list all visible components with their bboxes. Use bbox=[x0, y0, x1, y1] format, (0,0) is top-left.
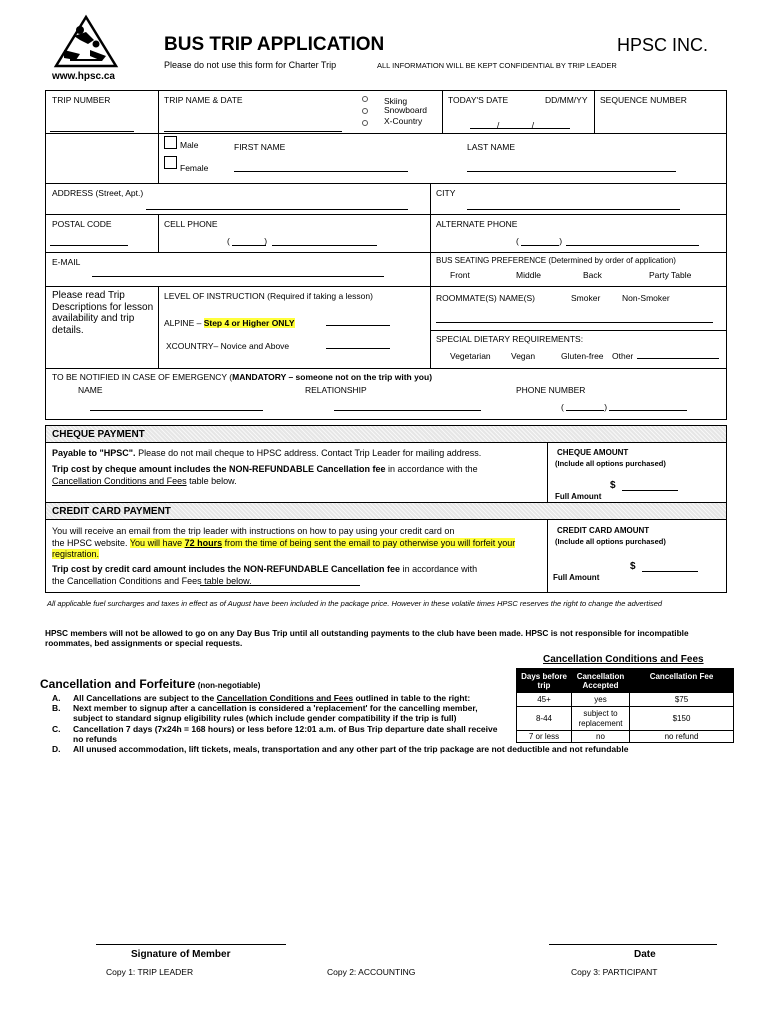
sequence-number-label: SEQUENCE NUMBER bbox=[600, 95, 687, 105]
credit-line1: You will receive an email from the trip leader with instructions on how to pay using your credit card on bbox=[52, 526, 455, 536]
col-days-before: Days before trip bbox=[517, 669, 572, 693]
clause-b-line2: subject to standard signup eligibility rules (which include gender compatibility if the trip is full) bbox=[73, 713, 457, 723]
cancellation-table-title: Cancellation Conditions and Fees bbox=[543, 654, 704, 665]
cheque-cost-end: table below. bbox=[186, 476, 237, 486]
cell-phone-field[interactable] bbox=[272, 245, 377, 246]
cheque-payable-rest: Please do not mail cheque to HPSC address. Contact Trip Leader for mailing address. bbox=[135, 448, 482, 458]
table-cell: no bbox=[572, 731, 630, 743]
alpine-step-note: Step 4 or Higher ONLY bbox=[203, 318, 295, 328]
table-cell: yes bbox=[572, 693, 630, 707]
date-format-label: DD/MM/YY bbox=[545, 95, 588, 105]
clause-b-line1: Next member to signup after a cancellation is considered a 'replacement' for the cancelling member, bbox=[73, 703, 478, 713]
postal-code-field[interactable] bbox=[50, 245, 128, 246]
snowboard-label: Snowboard bbox=[384, 105, 428, 115]
table-row bbox=[517, 693, 734, 707]
xcountry-label: X-Country bbox=[384, 116, 423, 126]
todays-date-label: TODAY'S DATE bbox=[448, 95, 509, 105]
cell-phone-label: CELL PHONE bbox=[164, 219, 218, 229]
dietary-label: SPECIAL DIETARY REQUIREMENTS: bbox=[436, 334, 584, 344]
col-cancellation-fee: Cancellation Fee bbox=[630, 669, 734, 693]
smoker-option[interactable]: Smoker bbox=[571, 293, 601, 303]
members-note-line2: roommates, bed assignments or special requests. bbox=[45, 638, 243, 648]
diet-other-field[interactable] bbox=[637, 358, 719, 359]
emergency-name-label: NAME bbox=[78, 385, 103, 395]
table-row bbox=[517, 731, 734, 743]
trip-number-label: TRIP NUMBER bbox=[52, 95, 111, 105]
copy-participant: Copy 3: PARTICIPANT bbox=[571, 967, 658, 977]
cheque-conditions-link[interactable]: Cancellation Conditions and Fees bbox=[52, 476, 187, 486]
emergency-suffix: – someone not on the trip with you) bbox=[286, 372, 433, 382]
skiing-label: Skiing bbox=[384, 96, 408, 106]
alt-phone-paren: ( ) bbox=[516, 236, 563, 246]
seat-front[interactable]: Front bbox=[450, 270, 470, 280]
form-frame bbox=[45, 90, 727, 420]
city-label: CITY bbox=[436, 188, 456, 198]
seat-back[interactable]: Back bbox=[583, 270, 602, 280]
diet-gluten-free[interactable]: Gluten-free bbox=[561, 351, 604, 361]
credit-72-hours: 72 hours bbox=[184, 538, 223, 548]
table-cell: $150 bbox=[630, 707, 734, 731]
credit-amount-field[interactable] bbox=[642, 571, 698, 572]
credit-heading: CREDIT CARD PAYMENT bbox=[52, 506, 171, 517]
logo-url: www.hpsc.ca bbox=[52, 71, 115, 82]
clause-a-link[interactable]: Cancellation Conditions and Fees bbox=[216, 693, 354, 703]
clause-c-label: C. bbox=[52, 724, 61, 734]
date-line[interactable] bbox=[549, 944, 717, 945]
last-name-label: LAST NAME bbox=[467, 142, 516, 152]
clause-d-line1: All unused accommodation, lift tickets, meals, transportation and any other part of the trip package are not deductible and not refundable bbox=[73, 744, 629, 754]
roommate-label: ROOMMATE(S) NAME(S) bbox=[436, 293, 536, 303]
alt-phone-field[interactable] bbox=[566, 245, 699, 246]
logo-emblem-icon bbox=[50, 14, 122, 72]
emergency-prefix: TO BE NOTIFIED IN CASE OF EMERGENCY ( bbox=[52, 372, 233, 382]
cheque-full-amount: Full Amount bbox=[555, 492, 602, 501]
credit-line2 bbox=[52, 538, 515, 548]
signature-line[interactable] bbox=[96, 944, 286, 945]
alpine-label bbox=[164, 318, 295, 328]
cheque-amount-field[interactable] bbox=[622, 490, 678, 491]
credit-line3: registration. bbox=[52, 549, 100, 559]
snowboard-radio[interactable] bbox=[362, 108, 368, 114]
credit-full-amount: Full Amount bbox=[553, 573, 600, 582]
table-row bbox=[517, 707, 734, 731]
table-cell: subject to replacement bbox=[572, 707, 630, 731]
clause-a-label: A. bbox=[52, 693, 61, 703]
credit-line2-a: the HPSC website. bbox=[52, 538, 130, 548]
copy-trip-leader: Copy 1: TRIP LEADER bbox=[106, 967, 194, 977]
address-field[interactable] bbox=[146, 209, 408, 210]
clause-b-label: B. bbox=[52, 703, 61, 713]
skiing-radio[interactable] bbox=[362, 96, 368, 102]
cancellation-heading bbox=[40, 677, 260, 691]
email-field[interactable] bbox=[92, 276, 384, 277]
cheque-cost-rest: in accordance with the bbox=[385, 464, 478, 474]
trip-name-date-label: TRIP NAME & DATE bbox=[164, 95, 243, 105]
alpine-field[interactable] bbox=[326, 325, 390, 326]
female-checkbox[interactable] bbox=[164, 156, 177, 169]
table-cell: 7 or less bbox=[517, 731, 572, 743]
subtitle: Please do not use this form for Charter Trip bbox=[164, 60, 337, 70]
table-cell: no refund bbox=[630, 731, 734, 743]
male-checkbox[interactable] bbox=[164, 136, 177, 149]
cheque-dollar: $ bbox=[610, 480, 616, 491]
credit-line2-d: from the time of being sent the email to pay otherwise you will forfeit your bbox=[222, 538, 516, 548]
cheque-cost bbox=[52, 464, 478, 474]
seat-party-table[interactable]: Party Table bbox=[649, 270, 692, 280]
members-note-line1: HPSC members will not be allowed to go on any Day Bus Trip until all outstanding payments to the club have been made. HPSC is not responsible for incompatible bbox=[45, 628, 689, 638]
clause-a-pre: All Cancellations are subject to the bbox=[73, 693, 217, 703]
org-name: HPSC INC. bbox=[617, 35, 709, 55]
table-header-row bbox=[517, 669, 734, 693]
copy-accounting: Copy 2: ACCOUNTING bbox=[327, 967, 416, 977]
table-cell: 45+ bbox=[517, 693, 572, 707]
read-trip-note: Please read Trip Descriptions for lesson availability and trip details. bbox=[52, 290, 154, 336]
diet-vegan[interactable]: Vegan bbox=[511, 351, 536, 361]
cheque-amount-note: (Include all options purchased) bbox=[555, 459, 666, 468]
cheque-heading-bar bbox=[46, 426, 726, 443]
emergency-relationship-label: RELATIONSHIP bbox=[305, 385, 367, 395]
credit-cost-line2: the Cancellation Conditions and Fees table below. bbox=[52, 576, 252, 586]
first-name-label: FIRST NAME bbox=[234, 142, 286, 152]
cheque-cost-line2 bbox=[52, 476, 237, 486]
cheque-payable bbox=[52, 448, 481, 458]
clause-c-line1: Cancellation 7 days (7x24h = 168 hours) or less before 12:01 a.m. of Bus Trip departure date shall receive bbox=[73, 724, 498, 734]
emergency-phone-field[interactable] bbox=[609, 410, 687, 411]
credit-line2-b: You will have bbox=[129, 538, 185, 548]
clause-a bbox=[73, 693, 470, 703]
fuel-note: All applicable fuel surcharges and taxes in effect as of August have been included in the package price. However in these volatile times HPSC reserves the right to change the advertised bbox=[47, 599, 663, 608]
credit-amount-note: (Include all options purchased) bbox=[555, 537, 666, 546]
female-label: Female bbox=[180, 163, 209, 173]
credit-dollar: $ bbox=[630, 561, 636, 572]
trip-number-field[interactable] bbox=[50, 131, 134, 132]
xcountry-field[interactable] bbox=[326, 348, 390, 349]
emergency-phone-label: PHONE NUMBER bbox=[516, 385, 586, 395]
clause-c-line2: no refunds bbox=[73, 734, 117, 744]
emergency-relationship-field[interactable] bbox=[334, 410, 481, 411]
address-label: ADDRESS (Street, Apt.) bbox=[52, 188, 144, 198]
credit-cost bbox=[52, 564, 477, 574]
alt-phone-label: ALTERNATE PHONE bbox=[436, 219, 518, 229]
date-label: Date bbox=[634, 949, 656, 960]
cheque-amount-label: CHEQUE AMOUNT bbox=[557, 448, 629, 457]
col-cancellation-accepted: Cancellation Accepted bbox=[572, 669, 630, 693]
cell-phone-paren: ( ) bbox=[227, 236, 268, 246]
first-name-field[interactable] bbox=[234, 171, 408, 172]
emergency-mandatory: MANDATORY bbox=[232, 372, 287, 382]
credit-cost-rest: in accordance with bbox=[400, 564, 478, 574]
xcountry-level-label: XCOUNTRY– Novice and Above bbox=[166, 341, 290, 351]
postal-code-label: POSTAL CODE bbox=[52, 219, 112, 229]
last-name-field[interactable] bbox=[467, 171, 676, 172]
date-slashes: / / bbox=[497, 120, 535, 130]
roommate-field[interactable] bbox=[436, 322, 713, 323]
table-cell: $75 bbox=[630, 693, 734, 707]
emergency-name-field[interactable] bbox=[90, 410, 263, 411]
cheque-cost-bold: Trip cost by cheque amount includes the NON-REFUNDABLE Cancellation fee bbox=[52, 464, 386, 474]
level-label: LEVEL OF INSTRUCTION (Required if taking a lesson) bbox=[164, 291, 373, 301]
alt-area-field[interactable] bbox=[521, 245, 559, 246]
cell-area-field[interactable] bbox=[232, 245, 266, 246]
cheque-heading: CHEQUE PAYMENT bbox=[52, 429, 145, 440]
nonsmoker-option[interactable]: Non-Smoker bbox=[622, 293, 670, 303]
table-cell: 8-44 bbox=[517, 707, 572, 731]
cancellation-table bbox=[516, 668, 734, 743]
seat-middle[interactable]: Middle bbox=[516, 270, 542, 280]
seating-label: BUS SEATING PREFERENCE (Determined by order of application) bbox=[436, 256, 676, 265]
emergency-heading bbox=[52, 372, 432, 382]
credit-cost-bold: Trip cost by credit card amount includes the NON-REFUNDABLE Cancellation fee bbox=[52, 564, 401, 574]
credit-cost-underline bbox=[200, 585, 360, 586]
emergency-phone-paren: ( ) bbox=[561, 402, 608, 412]
clause-d-label: D. bbox=[52, 744, 61, 754]
confidential-note: ALL INFORMATION WILL BE KEPT CONFIDENTIAL BY TRIP LEADER bbox=[377, 61, 617, 70]
signature-label: Signature of Member bbox=[131, 949, 231, 960]
email-label: E-MAIL bbox=[52, 257, 81, 267]
trip-name-date-field[interactable] bbox=[164, 131, 342, 132]
alpine-prefix: ALPINE – bbox=[164, 318, 204, 328]
page-title: BUS TRIP APPLICATION bbox=[164, 34, 385, 55]
male-label: Male bbox=[180, 140, 199, 150]
cheque-payable-bold: Payable to "HPSC". bbox=[52, 448, 136, 458]
diet-vegetarian[interactable]: Vegetarian bbox=[450, 351, 491, 361]
cancellation-heading-text: Cancellation and Forfeiture bbox=[40, 677, 196, 691]
cancellation-heading-note: (non-negotiable) bbox=[197, 681, 261, 690]
xcountry-radio[interactable] bbox=[362, 120, 368, 126]
city-field[interactable] bbox=[467, 209, 680, 210]
clause-a-post: outlined in table to the right: bbox=[353, 693, 471, 703]
hpsc-logo bbox=[50, 14, 122, 72]
credit-amount-label: CREDIT CARD AMOUNT bbox=[557, 526, 650, 535]
diet-other: Other bbox=[612, 351, 634, 361]
emergency-area-field[interactable] bbox=[566, 410, 604, 411]
